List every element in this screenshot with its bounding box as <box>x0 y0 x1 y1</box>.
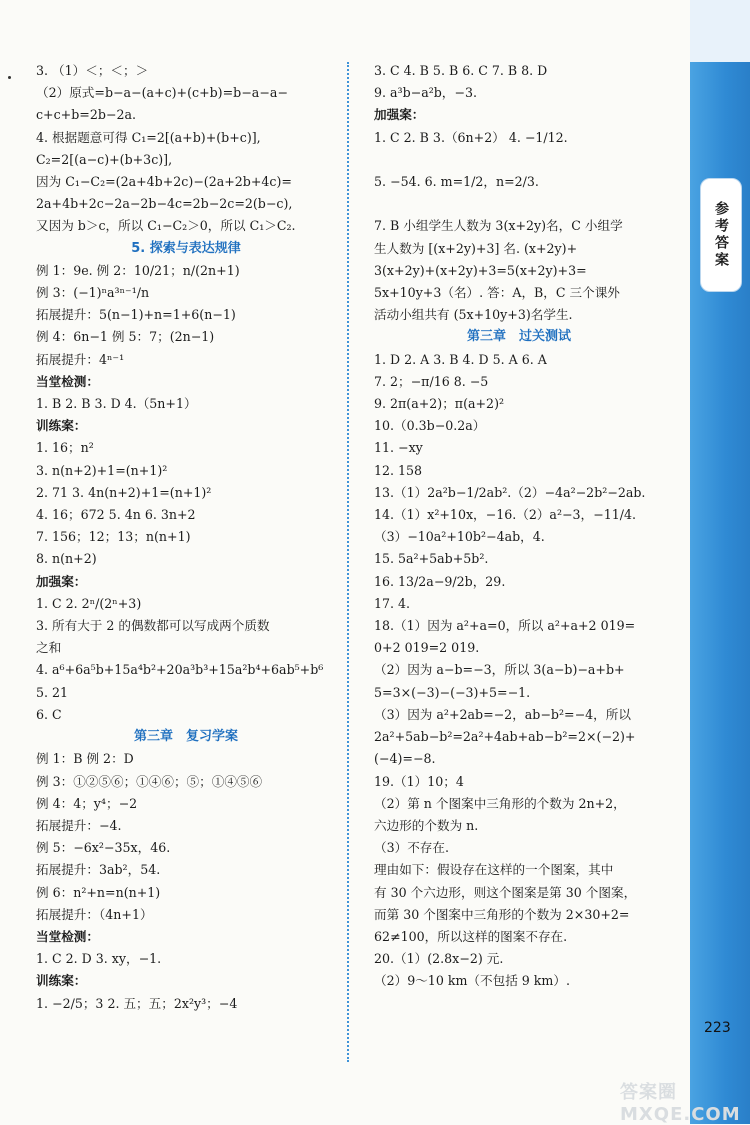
answer-line: 8. n(n+2) <box>36 551 97 567</box>
answer-line: （3）−10a²+10b²−4ab，4. <box>374 529 545 545</box>
answer-line: 9. a³b−a²b，−3. <box>374 85 477 101</box>
answer-line: 当堂检测： <box>36 928 99 944</box>
answer-line: 1. 16；n² <box>36 440 94 456</box>
answer-line: 5. −54. 6. m=1/2，n=2/3. <box>374 174 539 190</box>
answer-line: 6. C <box>36 706 62 722</box>
answer-line: 4. a⁶+6a⁵b+15a⁴b²+20a³b³+15a²b⁴+6ab⁵+b⁶ <box>36 662 324 678</box>
answer-line: 12. 158 <box>374 462 423 478</box>
answer-line: 训练案： <box>36 973 87 989</box>
answer-line: 7. 156；12；13；n(n+1) <box>36 529 191 545</box>
answer-line: 11. −xy <box>374 440 423 456</box>
watermark: 答案圈 MXQE.COM <box>620 1082 741 1125</box>
answer-line: 例 1：9e. 例 2：10/21；n/(2n+1) <box>36 262 240 278</box>
answer-line: 1. C 2. B 3.（6n+2） 4. −1/12. <box>374 129 568 145</box>
answer-line: 例 5：−6x²−35x，46. <box>36 840 171 856</box>
answer-line: 17. 4. <box>374 595 411 611</box>
answer-line <box>374 193 664 215</box>
answer-line: 5x+10y+3（名）. 答：A，B，C 三个课外 <box>374 285 620 301</box>
answer-line: 拓展提升：4ⁿ⁻¹ <box>36 351 125 367</box>
sidebar-band <box>690 0 750 1124</box>
answer-line: 2a+4b+2c−2a−2b−4c=2b−2c=2(b−c), <box>36 196 293 212</box>
answer-line: 生人数为 [(x+2y)+3] 名. (x+2y)+ <box>374 240 578 256</box>
section-heading: 5. 探索与表达规律 <box>131 240 241 256</box>
answer-line: 拓展提升：（4n+1） <box>36 906 153 922</box>
answer-line: 1. −2/5；3 2. 五；五；2x²y³；−4 <box>36 995 238 1011</box>
answer-line: 加强案： <box>36 573 87 589</box>
margin-dot <box>8 76 11 79</box>
answer-line: 0+2 019=2 019. <box>374 640 480 656</box>
answer-line: 5=3×(−3)−(−3)+5=−1. <box>374 684 531 700</box>
answer-line <box>374 149 664 171</box>
answer-line: 7. 2；−π/16 8. −5 <box>374 373 489 389</box>
answer-line: 4. 根据题意可得 C₁=2[(a+b)+(b+c)], <box>36 129 261 145</box>
answer-line: 15. 5a²+5ab+5b². <box>374 551 489 567</box>
answer-line: 9. 2π(a+2)；π(a+2)² <box>374 396 505 412</box>
answer-line: 7. B 小组学生人数为 3(x+2y)名，C 小组学 <box>374 218 623 234</box>
answer-line: 3. n(n+2)+1=(n+1)² <box>36 462 168 478</box>
column-divider <box>347 62 349 1062</box>
answer-line: 加强案： <box>374 107 425 123</box>
answer-line: 训练案： <box>36 418 87 434</box>
answer-line: 14.（1）x²+10x，−16.（2）a²−3，−11/4. <box>374 507 636 523</box>
answer-line: 之和 <box>36 640 62 656</box>
answer-line: 因为 C₁−C₂=(2a+4b+2c)−(2a+2b+4c)= <box>36 174 292 190</box>
answer-line: 1. B 2. B 3. D 4.（5n+1） <box>36 396 197 412</box>
answer-line: 2a²+5ab−b²=2a²+4ab+ab−b²=2×(−2)+ <box>374 729 636 745</box>
answer-line: 拓展提升：5(n−1)+n=1+6(n−1) <box>36 307 236 323</box>
answer-line: 18.（1）因为 a²+a=0，所以 a²+a+2 019= <box>374 618 636 634</box>
answer-line: 理由如下：假设存在这样的一个图案，其中 <box>374 862 614 878</box>
answer-line: （2）9～10 km（不包括 9 km）. <box>374 973 570 989</box>
answer-line: 13.（1）2a²b−1/2ab².（2）−4a²−2b²−2ab. <box>374 484 646 500</box>
answer-line: 例 3：①②⑤⑥；①④⑥；⑤；①④⑤⑥ <box>36 773 263 789</box>
answer-line: 拓展提升：−4. <box>36 817 122 833</box>
answer-line: 1. C 2. D 3. xy，−1. <box>36 951 162 967</box>
answer-line: 六边形的个数为 n. <box>374 817 479 833</box>
answer-line: 当堂检测： <box>36 373 99 389</box>
answer-line: 有 30 个六边形，则这个图案是第 30 个图案， <box>374 884 637 900</box>
answer-line: (−4)=−8. <box>374 751 436 767</box>
answer-line: 又因为 b＞c，所以 C₁−C₂＞0，所以 C₁＞C₂. <box>36 218 296 234</box>
answer-line: 1. C 2. 2ⁿ/(2ⁿ+3) <box>36 595 142 611</box>
answer-line: 2. 71 3. 4n(n+2)+1=(n+1)² <box>36 484 212 500</box>
answer-line: C₂=2[(a−c)+(b+3c)], <box>36 151 173 167</box>
answer-line: 3. C 4. B 5. B 6. C 7. B 8. D <box>374 63 548 78</box>
answer-line: 10.（0.3b−0.2a） <box>374 418 486 434</box>
answer-line: （3）不存在. <box>374 840 449 856</box>
answer-line: c+c+b=2b−2a. <box>36 107 136 123</box>
answer-line: 例 1：B 例 2：D <box>36 751 134 767</box>
right-column <box>374 60 664 993</box>
answer-line: 16. 13/2a−9/2b，29. <box>374 573 506 589</box>
answer-line: 4. 16；672 5. 4n 6. 3n+2 <box>36 507 196 523</box>
section-heading: 第三章 过关测试 <box>466 329 571 345</box>
answer-line: 20.（1）(2.8x−2) 元. <box>374 951 504 967</box>
answer-line: （3）因为 a²+2ab=−2，ab−b²=−4，所以 <box>374 706 631 722</box>
answer-line: 62≠100，所以这样的图案不存在. <box>374 928 568 944</box>
answer-line: （2）原式=b−a−(a+c)+(c+b)=b−a−a− <box>36 85 288 101</box>
answer-line: 活动小组共有 (5x+10y+3)名学生. <box>374 307 573 323</box>
sidebar-tab: 参考答案 <box>700 178 742 292</box>
answer-line: 而第 30 个图案中三角形的个数为 2×30+2= <box>374 906 630 922</box>
answer-line: 3(x+2y)+(x+2y)+3=5(x+2y)+3= <box>374 262 587 278</box>
answer-line: 拓展提升：3ab²，54. <box>36 862 161 878</box>
answer-line: 3. （1）＜；＜；＞ <box>36 63 149 78</box>
answer-line: 例 3：(−1)ⁿa³ⁿ⁻¹/n <box>36 285 150 301</box>
answer-line: 5. 21 <box>36 684 69 700</box>
answer-line: 1. D 2. A 3. B 4. D 5. A 6. A <box>374 351 547 367</box>
left-column <box>36 60 336 1015</box>
answer-line: 19.（1）10；4 <box>374 773 464 789</box>
page-number: 223 <box>704 1020 731 1036</box>
answer-line: 例 6：n²+n=n(n+1) <box>36 884 161 900</box>
answer-line: （2）第 n 个图案中三角形的个数为 2n+2， <box>374 795 626 811</box>
section-heading: 第三章 复习学案 <box>133 729 238 745</box>
answer-line: 3. 所有大于 2 的偶数都可以写成两个质数 <box>36 618 270 634</box>
answer-line: （2）因为 a−b=−3，所以 3(a−b)−a+b+ <box>374 662 625 678</box>
answer-line: 例 4：4；y⁴；−2 <box>36 795 138 811</box>
answer-line: 例 4：6n−1 例 5：7；(2n−1) <box>36 329 215 345</box>
